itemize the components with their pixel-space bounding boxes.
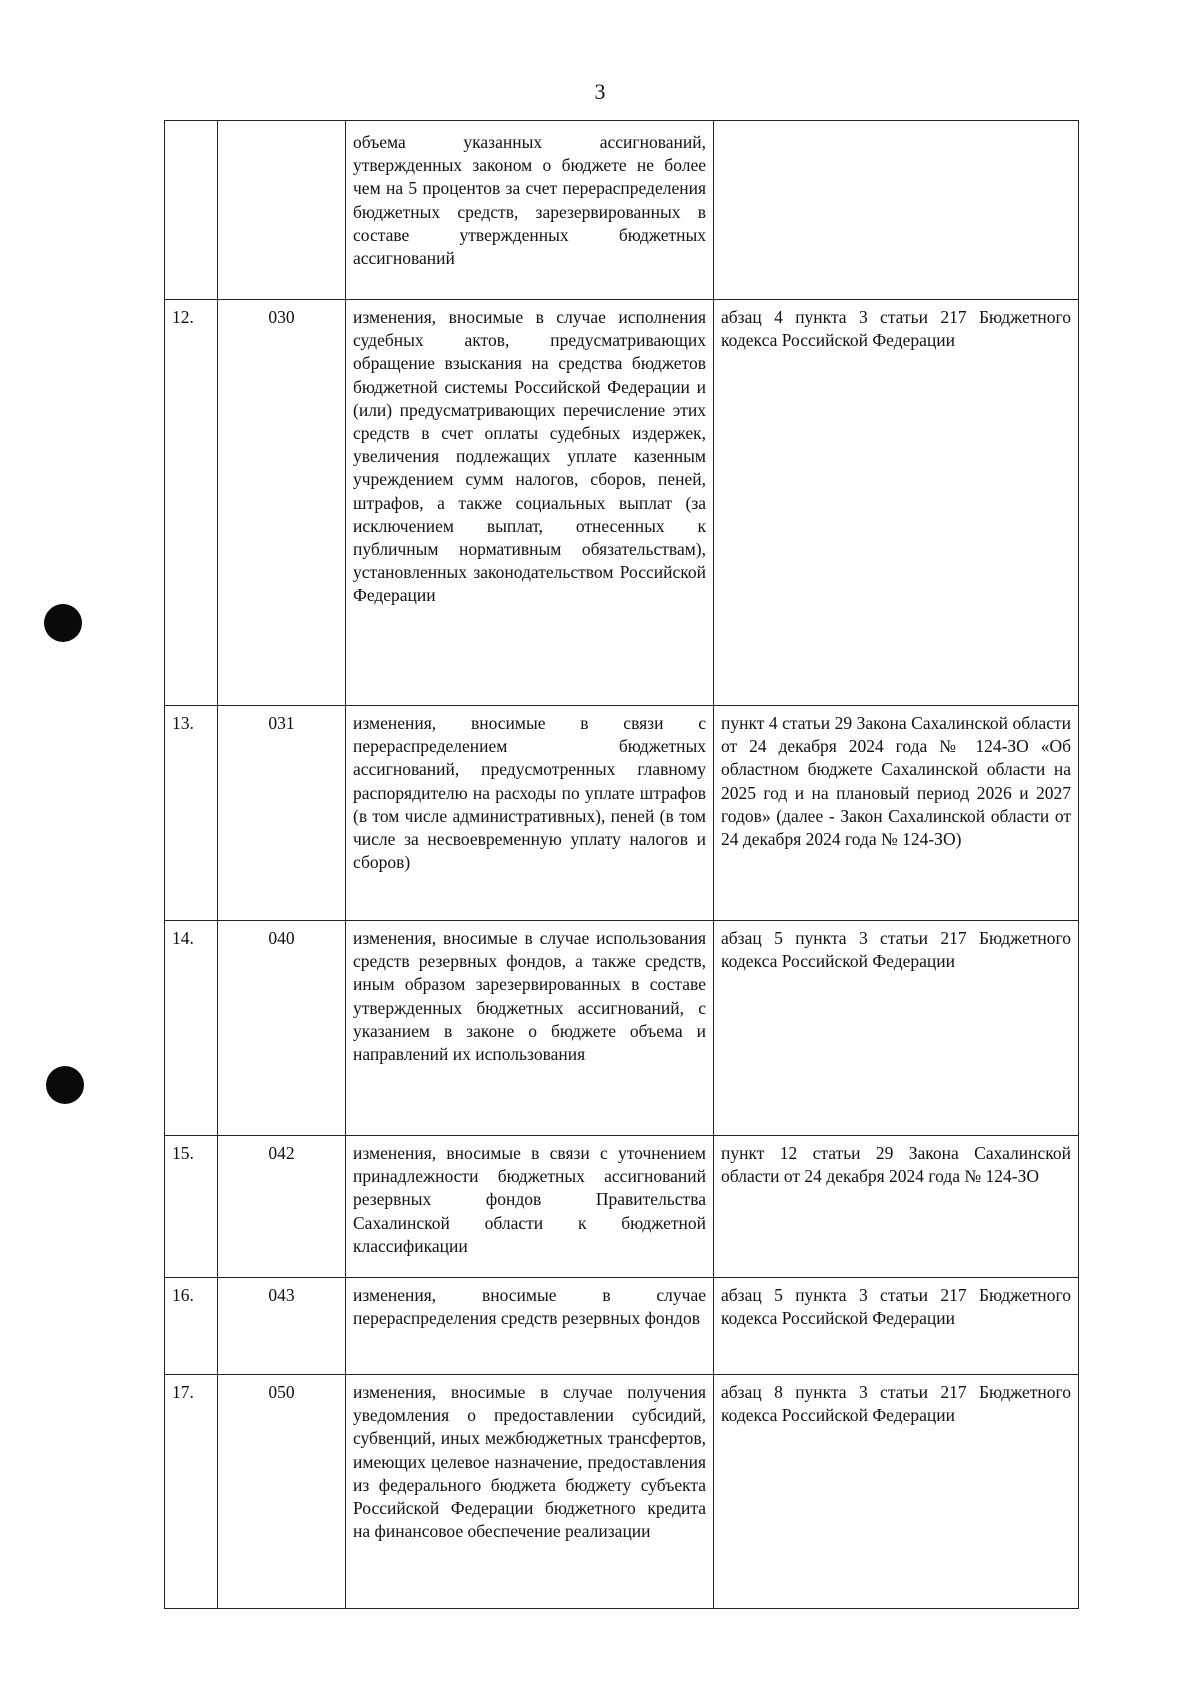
row-code-cell: 043 bbox=[218, 1278, 346, 1375]
table-row bbox=[165, 121, 1079, 300]
row-code-cell bbox=[218, 121, 346, 300]
table-row bbox=[165, 1278, 1079, 1375]
row-number-cell: 16. bbox=[165, 1278, 218, 1375]
row-description-cell: изменения, вносимые в случае перераспределения средств резервных фондов bbox=[346, 1278, 714, 1375]
row-number-cell: 12. bbox=[165, 300, 218, 706]
table-row bbox=[165, 1136, 1079, 1278]
row-number-cell: 13. bbox=[165, 706, 218, 921]
row-description-cell: изменения, вносимые в связи с перераспределением бюджетных ассигнований, предусмотренных главному распорядителю на расходы по уплате штрафов (в том числе административных), пеней (в том числе за несвоевременную уплату налогов и сборов) bbox=[346, 706, 714, 921]
row-description-cell: изменения, вносимые в случае использования средств резервных фондов, а также средств, иным образом зарезервированных в составе утвержденных бюджетных ассигнований, с указанием в законе о бюджете объема и направлений их использования bbox=[346, 921, 714, 1136]
row-description-cell: изменения, вносимые в случае получения уведомления о предоставлении субсидий, субвенций, иных межбюджетных трансфертов, имеющих целевое назначение, предоставления из федерального бюджета бюджету субъекта Российской Федерации бюджетного кредита на финансовое обеспечение реализации bbox=[346, 1375, 714, 1609]
table-row bbox=[165, 1375, 1079, 1609]
row-number-cell: 17. bbox=[165, 1375, 218, 1609]
punch-hole-mark bbox=[44, 604, 82, 642]
budget-changes-table bbox=[164, 120, 1079, 1609]
row-code-cell: 031 bbox=[218, 706, 346, 921]
row-code-cell: 030 bbox=[218, 300, 346, 706]
table-row bbox=[165, 706, 1079, 921]
row-number-cell: 15. bbox=[165, 1136, 218, 1278]
row-number-cell bbox=[165, 121, 218, 300]
row-code-cell: 042 bbox=[218, 1136, 346, 1278]
row-legal-basis-cell bbox=[714, 121, 1079, 300]
row-legal-basis-cell: абзац 5 пункта 3 статьи 217 Бюджетного кодекса Российской Федерации bbox=[714, 1278, 1079, 1375]
row-code-cell: 050 bbox=[218, 1375, 346, 1609]
row-legal-basis-cell: пункт 12 статьи 29 Закона Сахалинской области от 24 декабря 2024 года № 124-ЗО bbox=[714, 1136, 1079, 1278]
punch-hole-mark bbox=[46, 1066, 84, 1104]
table-row bbox=[165, 921, 1079, 1136]
page-number: 3 bbox=[594, 79, 606, 104]
row-legal-basis-cell: пункт 4 статьи 29 Закона Сахалинской области от 24 декабря 2024 года № 124-ЗО «Об областном бюджете Сахалинской области на 2025 год и на плановый период 2026 и 2027 годов» (далее - Закон Сахалинской области от 24 декабря 2024 года № 124-ЗО) bbox=[714, 706, 1079, 921]
row-description-cell: изменения, вносимые в связи с уточнением принадлежности бюджетных ассигнований резервных фондов Правительства Сахалинской области к бюджетной классификации bbox=[346, 1136, 714, 1278]
row-description-cell: объема указанных ассигнований, утвержденных законом о бюджете не более чем на 5 процентов за счет перераспределения бюджетных средств, зарезервированных в составе утвержденных бюджетных ассигнований bbox=[346, 121, 714, 300]
table-row bbox=[165, 300, 1079, 706]
row-legal-basis-cell: абзац 4 пункта 3 статьи 217 Бюджетного кодекса Российской Федерации bbox=[714, 300, 1079, 706]
row-legal-basis-cell: абзац 5 пункта 3 статьи 217 Бюджетного кодекса Российской Федерации bbox=[714, 921, 1079, 1136]
row-description-cell: изменения, вносимые в случае исполнения судебных актов, предусматривающих обращение взыскания на средства бюджетов бюджетной системы Российской Федерации и (или) предусматривающих перечисление этих средств в счет оплаты судебных издержек, увеличения подлежащих уплате казенным учреждением сумм налогов, сборов, пеней, штрафов, а также социальных выплат (за исключением выплат, отнесенных к публичным нормативным обязательствам), установленных законодательством Российской Федерации bbox=[346, 300, 714, 706]
row-legal-basis-cell: абзац 8 пункта 3 статьи 217 Бюджетного кодекса Российской Федерации bbox=[714, 1375, 1079, 1609]
row-code-cell: 040 bbox=[218, 921, 346, 1136]
row-number-cell: 14. bbox=[165, 921, 218, 1136]
